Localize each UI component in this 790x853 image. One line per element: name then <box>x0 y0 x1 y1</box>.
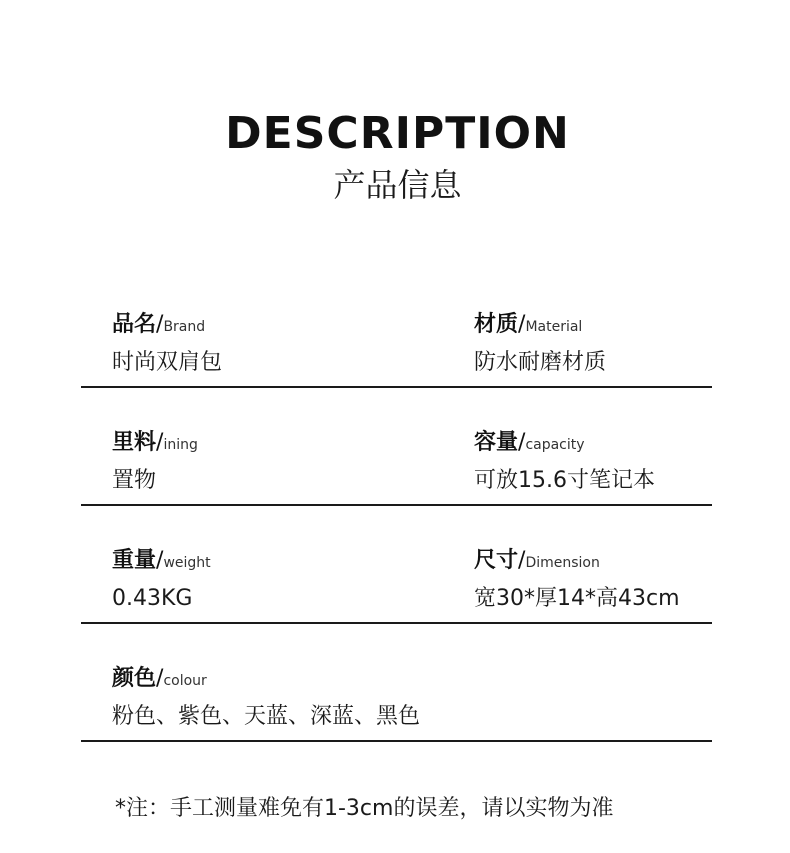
spec-label-cn: 里料 <box>112 430 157 455</box>
spec-label <box>112 546 211 576</box>
spec-brand <box>112 310 222 378</box>
spec-weight <box>112 546 211 614</box>
spec-label-en: weight <box>163 555 211 571</box>
spec-label <box>474 310 606 340</box>
spec-table <box>81 270 712 742</box>
spec-label-separator: / <box>156 312 164 337</box>
spec-label-en: colour <box>163 673 207 689</box>
spec-colour <box>112 664 420 732</box>
spec-value: 粉色、紫色、天蓝、深蓝、黑色 <box>112 704 421 729</box>
spec-label-separator: / <box>518 430 526 455</box>
spec-value: 0.43KG <box>112 586 193 611</box>
page-title-cn: 产品信息 <box>333 166 462 204</box>
spec-label-en: ining <box>163 437 198 453</box>
spec-label-en: Dimension <box>525 555 600 571</box>
measurement-note: *注：手工测量难免有1-3cm的误差，请以实物为准 <box>115 796 614 821</box>
spec-label-en: Material <box>525 319 583 335</box>
spec-value: 时尚双肩包 <box>112 350 223 375</box>
spec-label <box>112 310 222 340</box>
spec-dimension <box>474 546 680 614</box>
spec-row-brand-material <box>81 270 712 388</box>
spec-label-separator: / <box>156 548 164 573</box>
spec-material <box>474 310 606 378</box>
spec-row-weight-dimension <box>81 506 712 624</box>
spec-row-colour <box>81 624 712 742</box>
spec-value: 宽30*厚14*高43cm <box>474 586 680 611</box>
spec-value: 可放15.6寸笔记本 <box>474 468 655 493</box>
spec-label <box>474 546 680 576</box>
spec-label-cn: 重量 <box>112 548 157 573</box>
spec-label-cn: 材质 <box>474 312 519 337</box>
spec-label <box>474 428 655 458</box>
spec-label-cn: 尺寸 <box>474 548 519 573</box>
spec-label-cn: 颜色 <box>112 666 157 691</box>
spec-label-separator: / <box>156 430 164 455</box>
spec-label-cn: 品名 <box>112 312 157 337</box>
spec-value: 置物 <box>112 468 157 493</box>
spec-label-separator: / <box>518 312 526 337</box>
spec-value: 防水耐磨材质 <box>474 350 607 375</box>
spec-label-separator: / <box>518 548 526 573</box>
spec-label-en: Brand <box>163 319 206 335</box>
spec-label-cn: 容量 <box>474 430 519 455</box>
spec-label-en: capacity <box>525 437 585 453</box>
spec-capacity <box>474 428 655 496</box>
spec-label <box>112 428 198 458</box>
spec-label <box>112 664 420 694</box>
page-title-en: DESCRIPTION <box>225 108 570 159</box>
spec-label-separator: / <box>156 666 164 691</box>
spec-lining <box>112 428 198 496</box>
spec-row-lining-capacity <box>81 388 712 506</box>
